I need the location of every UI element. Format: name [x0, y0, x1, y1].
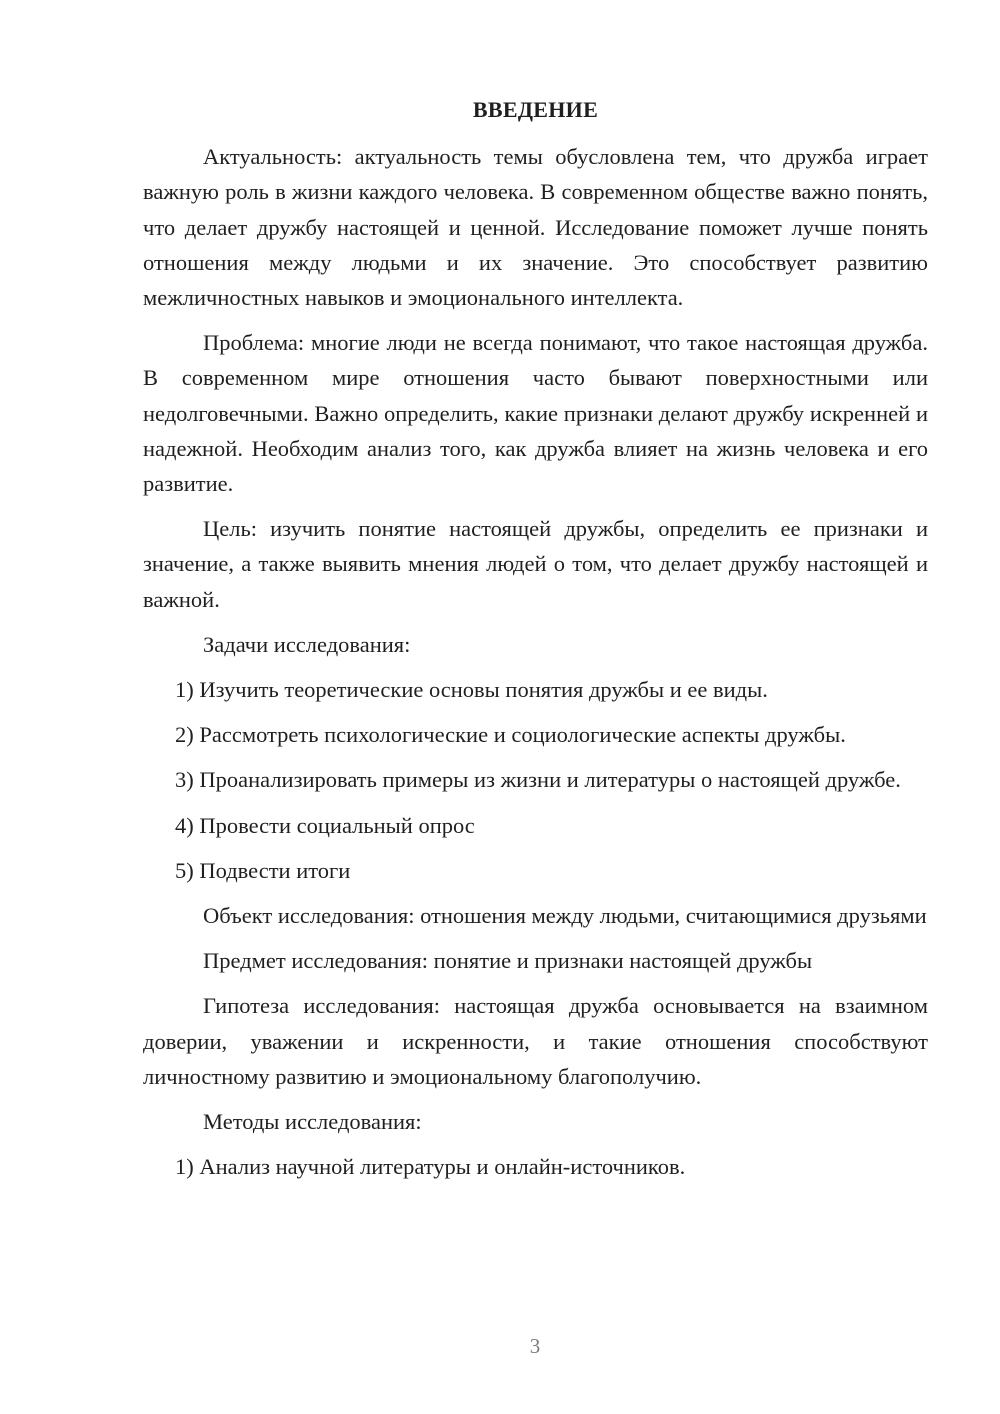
paragraph-goal: Цель: изучить понятие настоящей дружбы, определить ее признаки и значение, а также выявить мнения людей о том, что делает дружбу настоящей и важной.	[143, 516, 928, 612]
method-item-1: 1) Анализ научной литературы и онлайн-источников.	[175, 1154, 686, 1180]
paragraph-hypothesis: Гипотеза исследования: настоящая дружба основывается на взаимном доверии, уважении и искренности, и такие отношения способствуют личностному развитию и эмоциональному благополучию.	[143, 993, 928, 1089]
task-item-2: 2) Рассмотреть психологические и социологические аспекты дружбы.	[175, 722, 846, 748]
paragraph-problem: Проблема: многие люди не всегда понимают, что такое настоящая дружба. В современном мире отношения часто бывают поверхностными или недолговечными. Важно определить, какие признаки делают дружбу искренней и надежной. Необходим анализ того, как дружба влияет на жизнь человека и его развитие.	[143, 330, 928, 497]
task-item-1: 1) Изучить теоретические основы понятия дружбы и ее виды.	[175, 677, 768, 703]
paragraph-subject: Предмет исследования: понятие и признаки настоящей дружбы	[203, 948, 813, 974]
page-content	[143, 92, 928, 1194]
task-item-3: 3) Проанализировать примеры из жизни и литературы о настоящей дружбе.	[175, 767, 901, 793]
paragraph-relevance: Актуальность: актуальность темы обусловлена тем, что дружба играет важную роль в жизни каждого человека. В современном обществе важно понять, что делает дружбу настоящей и ценной. Исследование поможет лучше понять отношения между людьми и их значение. Это способствует развитию межличностных навыков и эмоционального интеллекта.	[143, 144, 928, 311]
page-number: 3	[529, 1334, 541, 1358]
task-item-5: 5) Подвести итоги	[175, 857, 351, 883]
section-title: ВВЕДЕНИЕ	[472, 97, 599, 122]
paragraph-object: Объект исследования: отношения между людьми, считающимися друзьями	[203, 903, 927, 929]
paragraph-methods-heading: Методы исследования:	[203, 1109, 422, 1135]
paragraph-tasks-heading: Задачи исследования:	[203, 631, 411, 657]
task-item-4: 4) Провести социальный опрос	[175, 812, 475, 838]
